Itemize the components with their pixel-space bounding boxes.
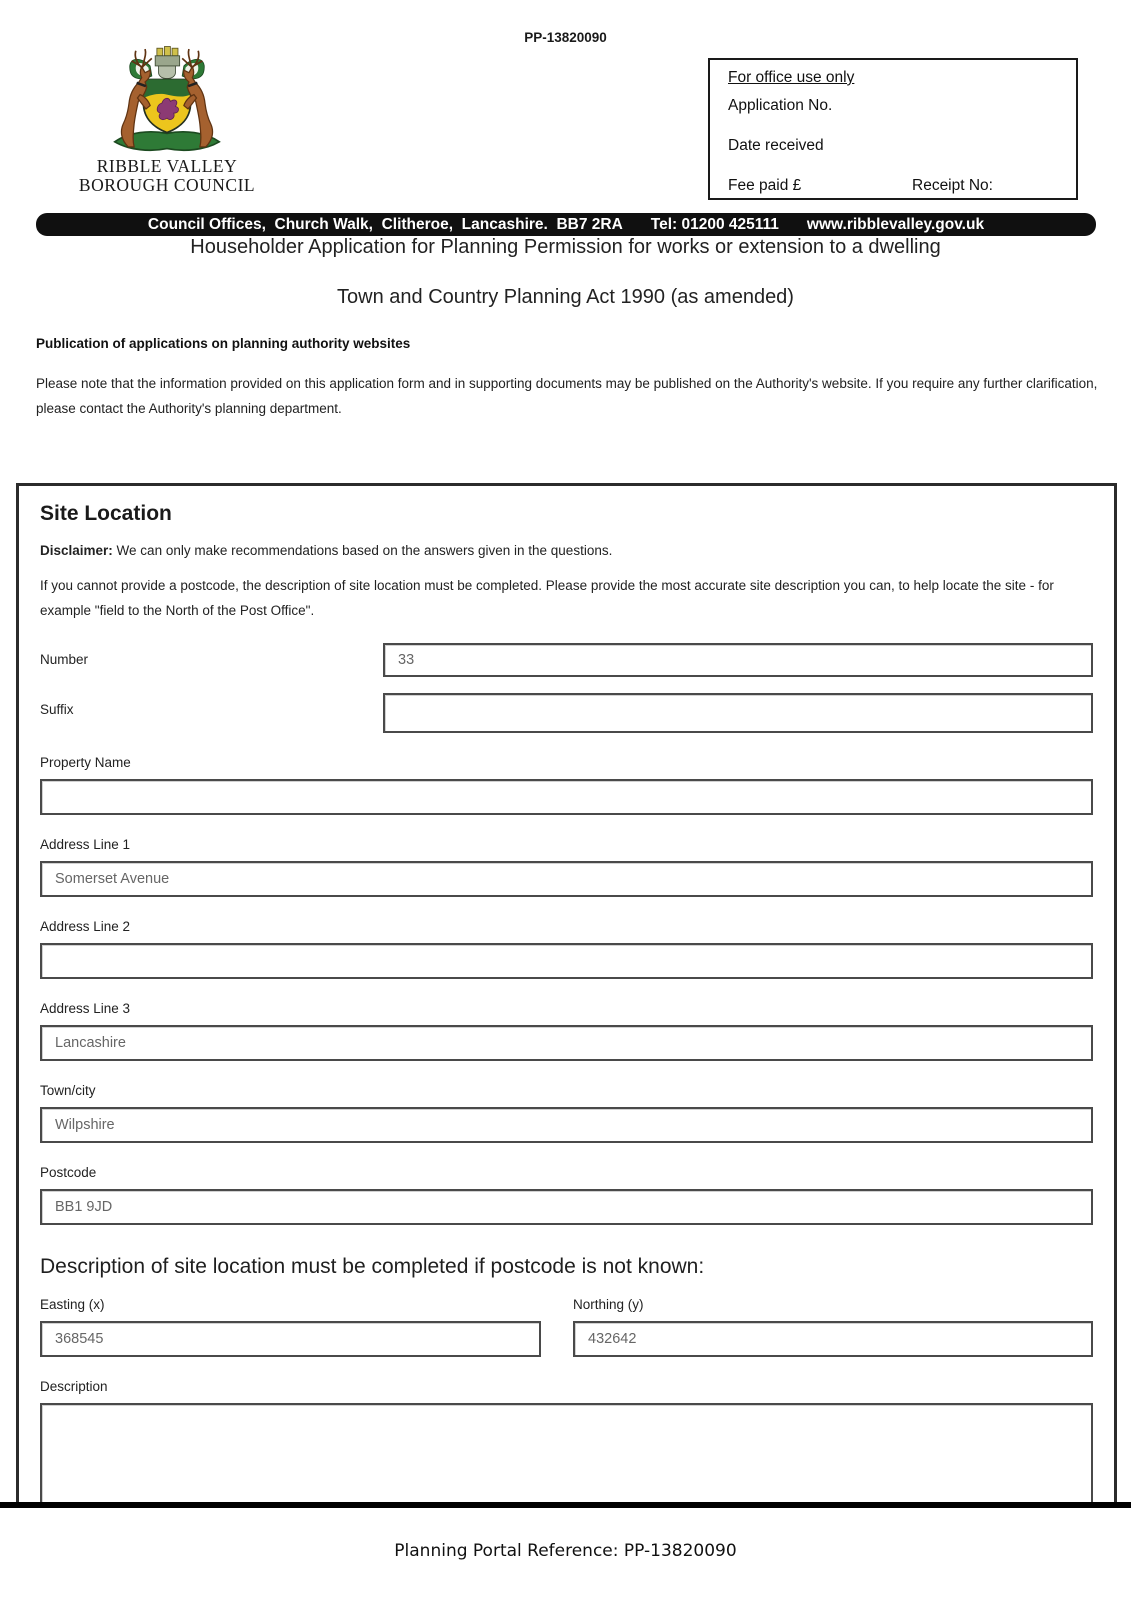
address-line-3-input[interactable] <box>40 1025 1093 1061</box>
receipt-no-label: Receipt No: <box>912 177 993 194</box>
town-city-label: Town/city <box>40 1083 96 1098</box>
northing-label: Northing (y) <box>573 1297 644 1312</box>
publication-heading: Publication of applications on planning authority websites <box>36 336 411 351</box>
easting-input[interactable] <box>40 1321 541 1357</box>
address-line-2-input[interactable] <box>40 943 1093 979</box>
council-address-bar <box>36 213 1096 236</box>
office-use-only-box <box>708 58 1078 200</box>
application-no-label: Application No. <box>728 97 833 114</box>
suffix-field-row <box>40 693 1093 733</box>
council-crest-icon <box>72 44 262 157</box>
council-logo <box>72 44 262 195</box>
description-required-heading: Description of site location must be completed if postcode is not known: <box>40 1255 705 1278</box>
postcode-label: Postcode <box>40 1165 97 1180</box>
disclaimer-label: Disclaimer: <box>40 543 113 558</box>
address-line-2-label: Address Line 2 <box>40 919 131 934</box>
council-name-line1: RIBBLE VALLEY <box>96 156 238 176</box>
date-received-label: Date received <box>728 137 824 154</box>
site-location-section <box>16 483 1117 1505</box>
description-label: Description <box>40 1379 108 1394</box>
description-textarea[interactable] <box>40 1403 1093 1505</box>
disclaimer-text: We can only make recommendations based on the answers given in the questions. <box>112 543 613 558</box>
office-use-title: For office use only <box>728 69 855 86</box>
coordinates-row <box>40 1297 1093 1357</box>
council-name-line2: BOROUGH COUNCIL <box>78 175 256 195</box>
site-location-intro: If you cannot provide a postcode, the description of site location must be completed. Please provide the most accurate site description you can, to help locate the site - for example "field to the North of the Post Office". <box>40 578 1054 618</box>
planning-portal-reference-top: PP-13820090 <box>524 30 607 45</box>
northing-input[interactable] <box>573 1321 1093 1357</box>
council-address-text: Council Offices, Church Walk, Clitheroe, Lancashire. BB7 2RA <box>147 215 623 233</box>
postcode-input[interactable] <box>40 1189 1093 1225</box>
property-name-input[interactable] <box>40 779 1093 815</box>
address-line-1-label: Address Line 1 <box>40 837 131 852</box>
address-line-3-label: Address Line 3 <box>40 1001 131 1016</box>
page-break-divider <box>0 1502 1131 1508</box>
site-location-heading: Site Location <box>40 502 172 525</box>
property-name-label: Property Name <box>40 755 131 770</box>
suffix-label: Suffix <box>40 702 74 717</box>
planning-portal-reference-footer: Planning Portal Reference: PP-13820090 <box>394 1541 737 1561</box>
form-act-subtitle: Town and Country Planning Act 1990 (as amended) <box>337 286 794 308</box>
council-tel-text: Tel: 01200 425111 <box>650 215 779 233</box>
number-input[interactable] <box>383 643 1093 677</box>
form-title: Householder Application for Planning Permission for works or extension to a dwelling <box>190 236 941 258</box>
site-location-disclaimer <box>40 543 1093 558</box>
council-website-text: www.ribblevalley.gov.uk <box>806 215 985 233</box>
town-city-input[interactable] <box>40 1107 1093 1143</box>
number-field-row <box>40 643 1093 677</box>
fee-paid-label: Fee paid £ <box>728 177 802 194</box>
easting-label: Easting (x) <box>40 1297 105 1312</box>
address-line-1-input[interactable] <box>40 861 1093 897</box>
publication-body: Please note that the information provided on this application form and in supporting documents may be published on the Authority's website. If you require any further clarification, please contact the Authority's planning department. <box>36 376 1098 416</box>
suffix-input[interactable] <box>383 693 1093 733</box>
number-label: Number <box>40 652 89 667</box>
